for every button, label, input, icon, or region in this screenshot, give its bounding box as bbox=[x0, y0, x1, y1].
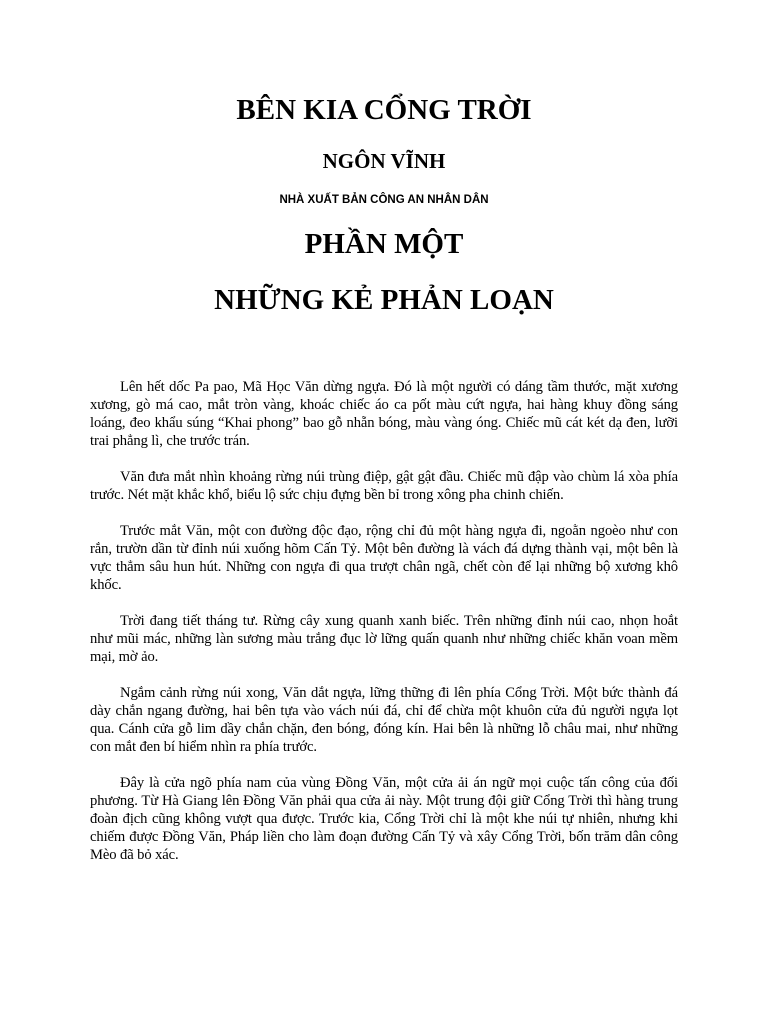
paragraph: Trước mắt Văn, một con đường độc đạo, rộng chỉ đủ một hàng ngựa đi, ngoằn ngoèo như con rắn, trườn dần từ đỉnh núi xuống hõm Cấn Tỷ. Một bên đường là vách đá dựng thành vại, một bên là vực thẳm sâu hun hút. Những con ngựa đi qua trượt chân ngã, chết còn để lại những bộ xương khô khốc. bbox=[90, 523, 678, 593]
paragraph: Đây là cửa ngõ phía nam của vùng Đồng Văn, một cửa ải án ngữ mọi cuộc tấn công của đối phương. Từ Hà Giang lên Đồng Văn phải qua cửa ải này. Một trung đội giữ Cổng Trời thì hàng trung đoàn địch cũng không vượt qua được. Trước kia, Cổng Trời chỉ là một khe núi tự nhiên, nhưng khi chiếm được Đồng Văn, Pháp liền cho làm đoạn đường Cấn Tỷ và xây Cổng Trời, bốn trăm dân công Mèo đã bỏ xác. bbox=[90, 775, 678, 863]
part-heading: PHẦN MỘT bbox=[304, 228, 464, 260]
paragraph: Văn đưa mắt nhìn khoảng rừng núi trùng điệp, gật gật đầu. Chiếc mũ đập vào chùm lá xòa phía trước. Nét mặt khắc khổ, biểu lộ sức chịu đựng bền bỉ trong xông pha chinh chiến. bbox=[90, 469, 678, 503]
body-text bbox=[90, 378, 678, 882]
part-subtitle: NHỮNG KẺ PHẢN LOẠN bbox=[214, 284, 554, 316]
author-name: NGÔN VĨNH bbox=[322, 149, 446, 173]
book-title: BÊN KIA CỔNG TRỜI bbox=[236, 94, 532, 126]
paragraph: Ngắm cảnh rừng núi xong, Văn dắt ngựa, lững thững đi lên phía Cổng Trời. Một bức thành đá dày chắn ngang đường, hai bên tựa vào vách núi đá, chỉ để chừa một khuôn cửa đủ người ngựa lọt qua. Cánh cửa gỗ lim dầy chắn chặn, đen bóng, đóng kín. Hai bên là những lỗ châu mai, như những con mắt đen bí hiểm nhìn ra phía trước. bbox=[90, 685, 678, 755]
publisher-name: NHÀ XUẤT BẢN CÔNG AN NHÂN DÂN bbox=[279, 194, 489, 206]
paragraph: Trời đang tiết tháng tư. Rừng cây xung quanh xanh biếc. Trên những đỉnh núi cao, nhọn hoắt như mũi mác, những làn sương màu trắng đục lờ lững quấn quanh như những chiếc khăn voan mềm mại, mờ ảo. bbox=[90, 613, 678, 665]
paragraph: Lên hết dốc Pa pao, Mã Học Văn dừng ngựa. Đó là một người có dáng tầm thước, mặt xương xương, gò má cao, mắt tròn vàng, khoác chiếc áo ca pốt màu cứt ngựa, hai hàng khuy đồng sáng loáng, đeo khẩu súng “Khai phong” bao gỗ nhẵn bóng, màu vàng óng. Chiếc mũ cát két dạ đen, lưỡi trai phẳng lì, che trước trán. bbox=[90, 379, 678, 449]
